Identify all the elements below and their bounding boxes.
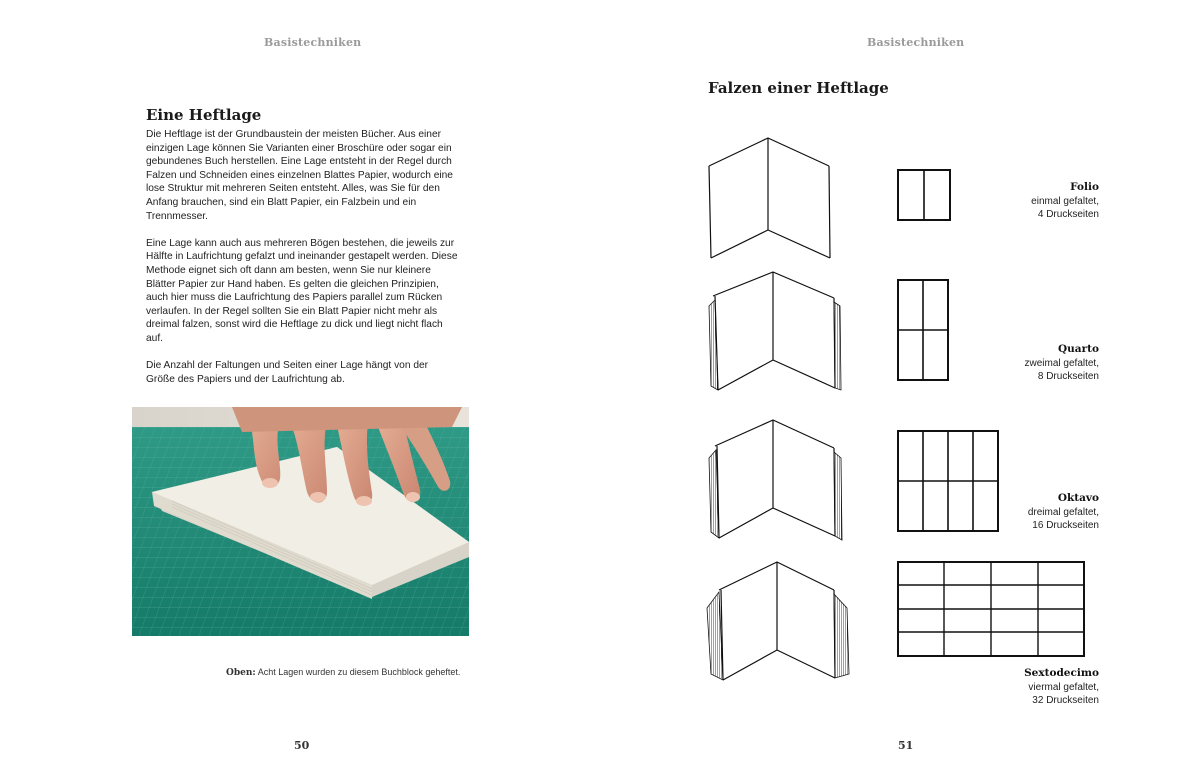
paragraph-1: Die Heftlage ist der Grundbaustein der meisten Bücher. Aus einer einzigen Lage können Sie Varianten einer Broschüre oder sogar ein gebundenes Buch herstellen. Eine Lage entsteht in der Regel durch Falzen und Schneiden eines einzelnen Blattes Papier, wodurch eine lose Struktur mit mehreren Seiten entsteht. Alles, was Sie für den Anfang brauchen, sind ein Blatt Papier, ein Falzbein und ein Trennmesser. [146, 129, 453, 222]
folio-name: Folio [1070, 181, 1099, 193]
label-oktavo [1028, 492, 1099, 533]
quarto-folds: zweimal gefaltet, [1024, 357, 1099, 369]
folio-sheet-illustration [898, 170, 950, 220]
section-title: Eine Heftlage [146, 106, 262, 124]
folio-folds: einmal gefaltet, [1031, 195, 1099, 207]
running-head-right: Basistechniken [867, 36, 965, 49]
paragraph-3: Die Anzahl der Faltungen und Seiten einer Lage hängt von der Größe des Papiers und der Laufrichtung ab. [146, 360, 429, 385]
quarto-book-illustration [709, 272, 841, 390]
fold-section-title: Falzen einer Heftlage [708, 79, 889, 97]
oktavo-folds: dreimal gefaltet, [1027, 506, 1099, 518]
folio-pages: 4 Druckseiten [1037, 209, 1099, 221]
sextodecimo-folds: viermal gefaltet, [1028, 681, 1099, 693]
quarto-sheet-illustration [898, 280, 948, 380]
sextodecimo-pages: 32 Druckseiten [1032, 695, 1099, 707]
folio-book-illustration [709, 138, 830, 258]
running-head-left: Basistechniken [264, 36, 362, 49]
caption-text: Acht Lagen wurden zu diesem Buchblock geheftet. [255, 667, 461, 677]
sextodecimo-name: Sextodecimo [1024, 667, 1099, 679]
oktavo-name: Oktavo [1057, 492, 1099, 504]
oktavo-book-illustration [709, 420, 842, 540]
quarto-pages: 8 Druckseiten [1037, 371, 1099, 383]
body-text [146, 128, 458, 400]
photo-caption [226, 667, 460, 678]
oktavo-sheet-illustration [898, 431, 998, 531]
left-page [0, 0, 601, 776]
right-page [601, 0, 1203, 776]
oktavo-pages: 16 Druckseiten [1032, 520, 1099, 532]
label-quarto [1025, 343, 1099, 384]
page-number-left: 50 [294, 739, 310, 752]
label-sextodecimo [1024, 667, 1099, 708]
caption-label: Oben: [226, 668, 256, 678]
label-folio [1031, 181, 1099, 222]
paragraph-2: Eine Lage kann auch aus mehreren Bögen bestehen, die jeweils zur Hälfte in Laufrichtung gefalzt und ineinander gestapelt werden. Diese Methode eignet sich oft dann am besten, wenn Sie nur kleinere Blätter Papier zur Hand haben. Es gelten die gleichen Prinzipien, auch hier muss die Laufrichtung des Papiers parallel zum Rücken verlaufen. In der Regel sollten Sie ein Blatt Papier nicht mehr als dreimal falzen, sonst wird die Heftlage zu dick und liegt nicht flach auf. [146, 237, 458, 344]
quarto-name: Quarto [1058, 343, 1099, 355]
sextodecimo-book-illustration [707, 562, 849, 680]
page-number-right: 51 [898, 739, 914, 752]
sextodecimo-sheet-illustration [898, 562, 1084, 656]
photo-book-block [132, 407, 469, 636]
